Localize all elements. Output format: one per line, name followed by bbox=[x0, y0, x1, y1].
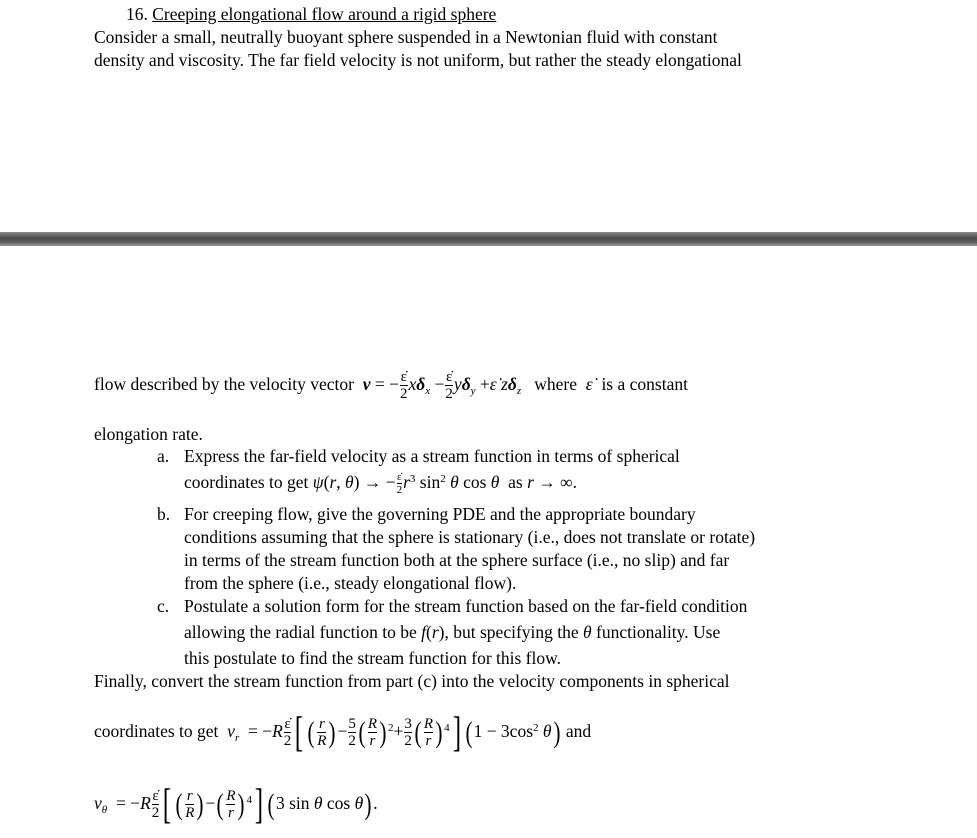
part-c-line-3: this postulate to find the stream function for this flow. bbox=[184, 648, 561, 668]
problem-number: 16. Creeping elongational flow around a rigid sphere bbox=[126, 4, 497, 24]
page-divider bbox=[0, 232, 977, 246]
part-c-label: c. bbox=[157, 596, 170, 616]
part-b-line-4: from the sphere (i.e., steady elongational flow). bbox=[184, 573, 517, 593]
vtheta-equation: $v_\theta = -R$ $\frac{\varepsiloṅ}{2}$ [ ( $\frac{r}{R}$ )−( $\frac{R}{r}$ ) $^4$] (3 sin θ cos θ). bbox=[94, 781, 378, 828]
part-a-line-2: coordinates to get ψ(r, θ) → − $\frac{\varepsiloṅ}{2}$ $r^3$ $\sin^2 \theta$ cos θ as r → ∞. bbox=[184, 471, 578, 496]
intro-line-1: Consider a small, neutrally buoyant sphere suspended in a Newtonian fluid with constant bbox=[94, 27, 718, 47]
velocity-line: flow described by the velocity vector v = − $\frac{\varepsiloṅ}{2}$ $x\delta_x$ − $\frac{\varepsiloṅ}{2}$ $y\delta_y$ +ε̇ $z\delta_z$ where ε̇ is a constant bbox=[94, 369, 688, 402]
problem-title: Creeping elongational flow around a rigid sphere bbox=[152, 4, 497, 24]
part-b-label: b. bbox=[157, 504, 171, 524]
vr-equation: coordinates to get $v_r = -R$ $\frac{\varepsiloṅ}{2}$ [ ( $\frac{r}{R}$ )− $\frac{5}{2}$ ( $\frac{R}{r}$ ) $^2$+ $\frac{3}{2}$ ( $\frac{R}{r}$ ) $^4$] ($1 - 3\cos^2$ θ) and bbox=[94, 709, 592, 756]
final-line-1: Finally, convert the stream function from part (c) into the velocity components in spherical bbox=[94, 671, 730, 691]
part-a-line-1: Express the far-field velocity as a stream function in terms of spherical bbox=[184, 446, 680, 466]
part-b-line-3: in terms of the stream function both at the sphere surface (i.e., no slip) and far bbox=[184, 550, 730, 570]
elongation-rate-text: elongation rate. bbox=[94, 424, 203, 444]
part-a-label: a. bbox=[157, 446, 170, 466]
part-b-line-2: conditions assuming that the sphere is stationary (i.e., does not translate or rotate) bbox=[184, 527, 756, 547]
part-b-line-1: For creeping flow, give the governing PDE and the appropriate boundary bbox=[184, 504, 696, 524]
part-c-line-1: Postulate a solution form for the stream function based on the far-field condition bbox=[184, 596, 748, 616]
part-c-line-2: allowing the radial function to be f(r), but specifying the θ functionality. Use bbox=[184, 622, 721, 642]
intro-line-2: density and viscosity. The far field velocity is not uniform, but rather the steady elongational bbox=[94, 50, 742, 70]
